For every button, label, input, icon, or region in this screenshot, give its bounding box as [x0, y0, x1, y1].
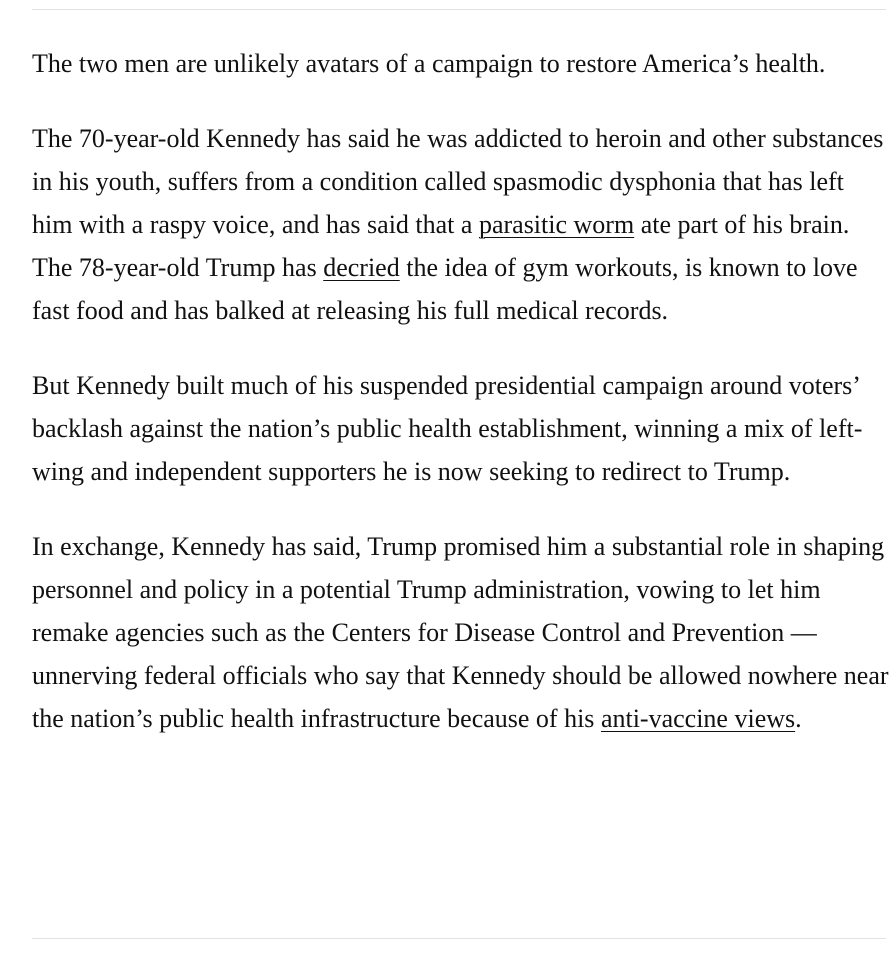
article-body — [32, 42, 890, 772]
paragraph-3: But Kennedy built much of his suspended presidential campaign around voters’ backlash against the nation’s public health establishment, winning a mix of left-wing and independent supporters he is now seeking to redirect to Trump. — [32, 371, 863, 486]
paragraph-1: The two men are unlikely avatars of a campaign to restore America’s health. — [32, 49, 826, 78]
bottom-divider — [32, 938, 886, 939]
anti-vaccine-views-link[interactable]: anti-vaccine views — [600, 704, 796, 733]
top-divider — [32, 9, 886, 10]
parasitic-worm-link[interactable]: parasitic worm — [478, 210, 635, 239]
paragraph-4-text-1: In exchange, Kennedy has said, Trump promised him a substantial role in shaping personnel and policy in a potential Trump administration, vowing to let him remake agencies such as the Centers for Disease Control and Prevention — unnerving federal officials who say that Kennedy should be allowed nowhere near the nation’s public health infrastructure because of his — [32, 532, 889, 733]
paragraph-4 — [32, 525, 890, 740]
paragraph-2-text-2: ate part of his brain. The 78-year-old Trump has — [32, 210, 850, 282]
paragraph-2-text-1: The 70-year-old Kennedy has said he was addicted to heroin and other substances in his youth, suffers from a condition called spasmodic dysphonia that has left him with a raspy voice, and has said that a — [32, 124, 884, 239]
paragraph-4-text-2: . — [795, 704, 802, 733]
paragraph-2 — [32, 117, 890, 332]
paragraph-2-text-3: the idea of gym workouts, is known to love fast food and has balked at releasing his full medical records. — [32, 253, 858, 325]
decried-link[interactable]: decried — [323, 253, 400, 282]
